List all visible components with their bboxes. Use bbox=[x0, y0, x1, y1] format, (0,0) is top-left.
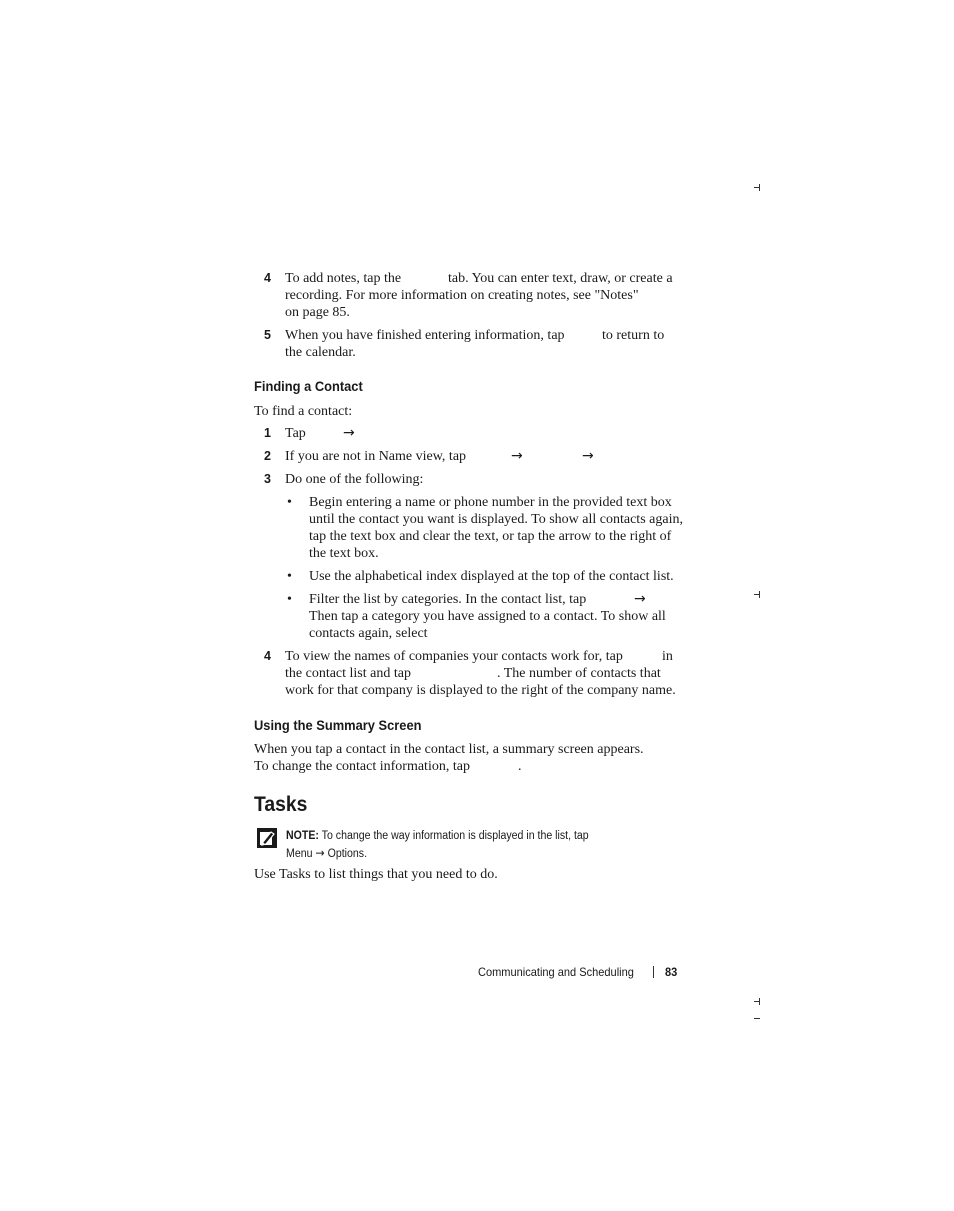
step-text: Tap bbox=[285, 426, 306, 441]
arrow-icon: → bbox=[343, 425, 355, 441]
crop-mark-top bbox=[754, 184, 760, 192]
bullet-text: Use the alphabetical index displayed at the top of the contact list. bbox=[309, 569, 674, 584]
step-text: tab. You can enter text, draw, or create a bbox=[448, 271, 673, 286]
bullet-text: Then tap a category you have assigned to a contact. To show all bbox=[309, 609, 666, 624]
bullet-text: until the contact you want is displayed. To show all contacts again, bbox=[309, 512, 683, 527]
step-text: recording. For more information on creating notes, see "Notes" bbox=[285, 288, 639, 303]
arrow-icon: → bbox=[582, 448, 594, 464]
step-number: 5 bbox=[264, 328, 271, 342]
arrow-icon: → bbox=[634, 591, 646, 607]
section-heading: Using the Summary Screen bbox=[254, 717, 422, 733]
paragraph: To find a contact: bbox=[254, 404, 353, 419]
note-options: Options. bbox=[327, 848, 368, 860]
crop-dash-bottom bbox=[754, 1018, 760, 1019]
step-text: When you have finished entering information, tap bbox=[285, 328, 565, 343]
paragraph: Use Tasks to list things that you need to do. bbox=[254, 867, 498, 882]
bullet-text: the text box. bbox=[309, 546, 379, 561]
note-text bbox=[286, 828, 589, 844]
step-text: on page 85. bbox=[285, 305, 350, 320]
page-title: Tasks bbox=[254, 793, 308, 816]
step-text: Do one of the following: bbox=[285, 472, 424, 487]
step-text: to return to bbox=[602, 328, 665, 343]
bullet-glyph: • bbox=[287, 569, 292, 584]
note-menu: Menu bbox=[286, 848, 313, 860]
step-text: To add notes, tap the bbox=[285, 271, 402, 286]
step-number: 2 bbox=[264, 449, 271, 463]
note-line: To change the way information is displayed in the list, tap bbox=[321, 830, 589, 842]
arrow-icon: → bbox=[315, 846, 325, 860]
step-number: 4 bbox=[264, 271, 271, 285]
note-pencil-icon bbox=[256, 827, 278, 849]
note-label: NOTE: bbox=[286, 830, 319, 842]
page-number: 83 bbox=[665, 965, 678, 979]
step-text: in bbox=[662, 649, 673, 664]
footer-section: Communicating and Scheduling bbox=[478, 965, 634, 979]
paragraph: When you tap a contact in the contact list, a summary screen appears. bbox=[254, 742, 644, 757]
step-text: If you are not in Name view, tap bbox=[285, 449, 467, 464]
bullet-text: Begin entering a name or phone number in the provided text box bbox=[309, 495, 672, 510]
bullet-text: Filter the list by categories. In the contact list, tap bbox=[309, 592, 587, 607]
section-heading: Finding a Contact bbox=[254, 378, 363, 394]
paragraph: To change the contact information, tap bbox=[254, 759, 470, 774]
step-text: To view the names of companies your contacts work for, tap bbox=[285, 649, 623, 664]
step-text: the contact list and tap bbox=[285, 666, 411, 681]
bullet-glyph: • bbox=[287, 592, 292, 607]
step-number: 3 bbox=[264, 472, 271, 486]
footer-separator bbox=[653, 966, 654, 978]
step-text: the calendar. bbox=[285, 345, 356, 360]
paragraph: . bbox=[518, 759, 522, 774]
bullet-text: contacts again, select bbox=[309, 626, 428, 641]
step-number: 1 bbox=[264, 426, 271, 440]
step-number: 4 bbox=[264, 649, 271, 663]
bullet-glyph: • bbox=[287, 495, 292, 510]
step-text: work for that company is displayed to the right of the company name. bbox=[285, 683, 676, 698]
crop-mark-bottom bbox=[754, 998, 760, 1006]
bullet-text: tap the text box and clear the text, or tap the arrow to the right of bbox=[309, 529, 672, 544]
note-text bbox=[286, 845, 367, 862]
crop-mark-middle bbox=[754, 591, 760, 599]
step-text: . The number of contacts that bbox=[497, 666, 661, 681]
arrow-icon: → bbox=[511, 448, 523, 464]
